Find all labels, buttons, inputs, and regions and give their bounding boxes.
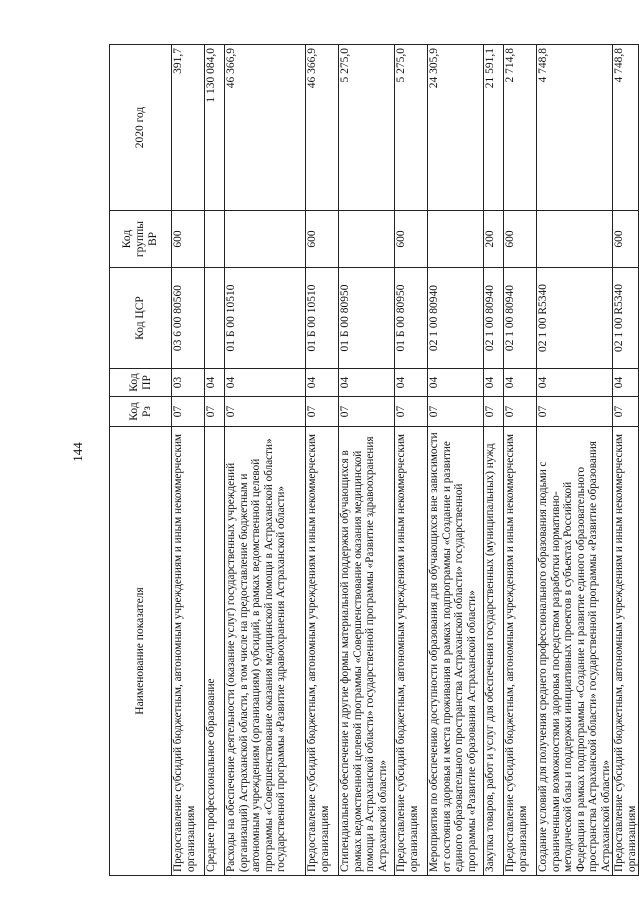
row-rz: 07: [205, 397, 225, 427]
row-amount: 46 366,9: [225, 45, 306, 211]
row-vr: 600: [306, 211, 339, 268]
row-csr: 02 1 00 80940: [484, 268, 504, 369]
header-pr: Код ПР: [110, 369, 172, 397]
row-pr: 04: [504, 369, 537, 397]
row-rz: 07: [172, 397, 205, 427]
row-csr: 01 Б 00 10510: [306, 268, 339, 369]
row-amount: 391,7: [172, 45, 205, 211]
row-rz: 07: [613, 397, 639, 427]
row-amount: 5 275,0: [339, 45, 395, 211]
row-rz: 07: [428, 397, 484, 427]
row-name: Предоставление субсидий бюджетным, автономным учреждениям и иным некоммерческим организациям: [306, 427, 339, 876]
row-pr: 03: [172, 369, 205, 397]
row-pr: 04: [395, 369, 428, 397]
row-pr: 04: [484, 369, 504, 397]
row-csr: 01 Б 00 10510: [225, 268, 306, 369]
table-row: [205, 45, 225, 876]
row-amount: 24 305,9: [428, 45, 484, 211]
table-row: [172, 45, 205, 876]
row-rz: 07: [306, 397, 339, 427]
row-rz: 07: [339, 397, 395, 427]
row-amount: 2 714,8: [504, 45, 537, 211]
table-row: [395, 45, 428, 876]
row-name: Закупка товаров, работ и услуг для обеспечения государственных (муниципальных) нужд: [484, 427, 504, 876]
row-vr: 600: [613, 211, 639, 268]
row-vr: 600: [504, 211, 537, 268]
row-name: Предоставление субсидий бюджетным, автономным учреждениям и иным некоммерческим организациям: [613, 427, 639, 876]
row-vr: [339, 211, 395, 268]
row-name: Мероприятия по обеспечению доступности образования для обучающихся вне зависимости от состояния здоровья и места проживания в рамках подпрограммы «Создание и развитие единого образовательного пространства Астраханской области» государственной программы «Развитие образования Астраханской области»: [428, 427, 484, 876]
row-name: Стипендиальное обеспечение и другие формы материальной поддержки обучающихся в рамках ведомственной целевой программы «Совершенствование оказания медицинской помощи в Астраханской области» государственной программы «Развитие здравоохранения Астраханской области»: [339, 427, 395, 876]
row-rz: 07: [225, 397, 306, 427]
table-row: [428, 45, 484, 876]
row-pr: 04: [339, 369, 395, 397]
table-row: [537, 45, 613, 876]
row-rz: 07: [395, 397, 428, 427]
row-pr: 04: [205, 369, 225, 397]
row-vr: [537, 211, 613, 268]
table-row: [504, 45, 537, 876]
row-name: Среднее профессиональное образование: [205, 427, 225, 876]
row-csr: 03 6 00 80560: [172, 268, 205, 369]
row-amount: 5 275,0: [395, 45, 428, 211]
table-row: [484, 45, 504, 876]
row-csr: 02 1 00 80940: [428, 268, 484, 369]
page-number: 144: [70, 442, 85, 462]
header-rz: Код Рз: [110, 397, 172, 427]
row-amount: 46 366,9: [306, 45, 339, 211]
table-header-row: [110, 45, 172, 876]
row-csr: [205, 268, 225, 369]
row-rz: 07: [484, 397, 504, 427]
row-amount: 4 748,8: [613, 45, 639, 211]
row-rz: 07: [537, 397, 613, 427]
row-csr: 02 1 00 R5340: [613, 268, 639, 369]
row-amount: 4 748,8: [537, 45, 613, 211]
header-csr: Код ЦСР: [110, 268, 172, 369]
header-vr: Код группы ВР: [110, 211, 172, 268]
row-vr: 200: [484, 211, 504, 268]
row-pr: 04: [306, 369, 339, 397]
table-row: [306, 45, 339, 876]
row-name: Предоставление субсидий бюджетным, автономным учреждениям и иным некоммерческим организациям: [172, 427, 205, 876]
row-vr: [225, 211, 306, 268]
row-name: Предоставление субсидий бюджетным, автономным учреждениям и иным некоммерческим организациям: [504, 427, 537, 876]
row-csr: 01 Б 00 80950: [339, 268, 395, 369]
header-year: 2020 год: [110, 45, 172, 211]
table-body: [172, 45, 639, 876]
row-csr: 02 1 00 R5340: [537, 268, 613, 369]
row-pr: 04: [613, 369, 639, 397]
row-vr: [428, 211, 484, 268]
row-rz: 07: [504, 397, 537, 427]
row-vr: [205, 211, 225, 268]
table-row: [225, 45, 306, 876]
row-name: Создание условий для получения среднего профессионального образования людьми с ограниченными возможностями здоровья посредством разработки нормативно-методической базы и поддержки инициативных проектов в субъектах Российской Федерации в рамках подпрограммы «Создание и развитие единого образовательного пространства Астраханской области» государственной программы «Развитие образования Астраханской области»: [537, 427, 613, 876]
row-name: Предоставление субсидий бюджетным, автономным учреждениям и иным некоммерческим организациям: [395, 427, 428, 876]
table-row: [339, 45, 395, 876]
row-amount: 1 130 084,0: [205, 45, 225, 211]
rotated-page-content: [109, 45, 638, 876]
row-csr: 01 Б 00 80950: [395, 268, 428, 369]
row-pr: 04: [537, 369, 613, 397]
row-vr: 600: [172, 211, 205, 268]
row-amount: 21 591,1: [484, 45, 504, 211]
header-name: Наименование показателя: [110, 427, 172, 876]
row-pr: 04: [225, 369, 306, 397]
budget-table: [109, 44, 639, 876]
row-vr: 600: [395, 211, 428, 268]
row-name: Расходы на обеспечение деятельности (оказание услуг) государственных учреждений (организаций) Астраханской области, в том числе на предоставление бюджетным и автономным учреждениям (организациям) субсидий, в рамках ведомственной целевой программы «Совершенствование оказания медицинской помощи в Астраханской области» государственной программы «Развитие здравоохранения Астраханской области»: [225, 427, 306, 876]
table-row: [613, 45, 639, 876]
row-pr: 04: [428, 369, 484, 397]
row-csr: 02 1 00 80940: [504, 268, 537, 369]
